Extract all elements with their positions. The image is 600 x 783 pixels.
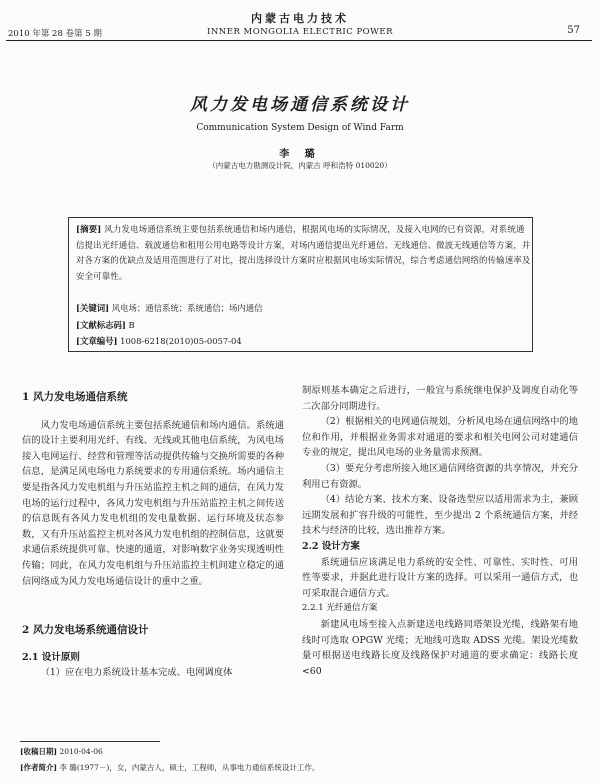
received-date: 2010-04-06 [59, 747, 103, 756]
article-no-line [76, 335, 242, 347]
section-2-1-heading: 2.1 设计原则 [22, 651, 80, 663]
journal-title-cn: 内蒙古电力技术 [251, 12, 349, 25]
abstract-text: 风力发电场通信系统主要包括系统通信和场内通信，根据风电场的实际情况，及接入电网的已有资源，对系统通信提出光纤通信、载波通信和租用公用电路等设计方案，对场内通信提出光纤通信、无线通信、微波无线通信等方案，并对各方案的优缺点及适用范围进行了对比，提出选择设计方案时应根据风电场实际情况，综合考虑通信网络的传输速率及安全可靠性。 [76, 224, 531, 281]
section-1-paragraph: 风力发电场通信系统主要包括系统通信和场内通信。系统通信的设计主要利用光纤、有线、无线或其他电信系统，为风电场接入电网运行、经营和管理等活动提供传输与交换所需要的各种信息，是满足风电场电力系统要求的专用通信系统。场内通信主要是指各风力发电机组与升压站监控主机之间的通信，在风力发电场的运行过程中，各风力发电机组与升压站监控主机之间传送的信息既有各风力发电机组的发电量数据、运行环境及状态参数，又有升压站监控主机对各风力发电机组的控制信息，这就要求通信系统提供可靠、快速的通道，对影响数字业务实现透明性传输；同此，在风力发电机组与升压站监控主机间建立稳定的通信网络成为风力发电场通信设计的重中之重。 [22, 419, 284, 587]
author-bio-label: [作者简介] [20, 763, 58, 772]
doc-code-line [76, 319, 135, 331]
journal-title-en: INNER MONGOLIA ELECTRIC POWER [207, 27, 393, 37]
section-2-2-paragraph: 系统通信应该满足电力系统的安全性、可靠性、实时性、可用性等要求，并据此进行设计方案的选择。可以采用一通信方式，也可采取混合通信方式。 [302, 556, 578, 599]
section-2-heading: 2 风力发电场系统通信设计 [22, 624, 149, 637]
section-2-2-1-heading: 2.2.1 光纤通信方案 [302, 603, 378, 614]
doc-code-label: [文献标志码] [76, 320, 126, 330]
left-column [22, 390, 284, 681]
principle-4: （4）结论方案、技术方案、设备选型应以适用需求为主，兼顾远期发展和扩容升级的可能性，至少提出 2 个系统通信方案，并经技术与经济的比较，选出推荐方案。 [302, 494, 578, 537]
keywords-line [76, 302, 262, 314]
header-rule [6, 40, 592, 41]
principle-2: （2）根据相关的电网通信规划，分析风电场在通信网络中的地位和作用，并根据业务需求对通道的要求和相关电网公司对建通信专业的规定，提出风电场的业务量需求预测。 [302, 416, 578, 459]
abstract-label: [摘要] [76, 224, 102, 234]
footnote-rule [20, 741, 160, 742]
abstract [76, 222, 531, 284]
keywords-label: [关键词] [76, 303, 110, 313]
keywords: 风电场；通信系统；系统通信；场内通信 [111, 303, 263, 313]
page-number: 57 [567, 25, 580, 36]
section-2-2-heading: 2.2 设计方案 [302, 540, 360, 552]
section-1-heading: 1 风力发电场通信系统 [22, 391, 128, 403]
doc-code: B [128, 320, 135, 330]
issue-info: 2010 年第 28 卷第 5 期 [8, 29, 102, 39]
author-affiliation: （内蒙古电力勘测设计院，内蒙古 呼和浩特 010020） [208, 161, 392, 170]
principle-3: （3）要充分考虑所接入地区通信网络资源的共享情况，并充分利用已有资源。 [302, 462, 578, 490]
article-title-cn: 风力发电场通信系统设计 [190, 95, 410, 115]
paragraph-continued: 制原则基本确定之后进行，一般宜与系统继电保护及调度自动化等二次部分同期进行。 [302, 385, 578, 412]
right-column [302, 383, 578, 679]
author-name: 李 璐 [279, 149, 321, 160]
received-label: [收稿日期] [20, 747, 58, 756]
article-no: 1008-6218(2010)05-0057-04 [120, 336, 242, 346]
author-bio-line [20, 762, 319, 773]
author-bio: 李 璐(1977－)，女，内蒙古人，硕士，工程师，从事电力通信系统设计工作。 [59, 763, 320, 772]
received-date-line [20, 746, 103, 757]
section-2-2-1-paragraph: 新建风电场至接入点新建送电线路同塔架设光缆，线路架有地线时可选取 OPGW 光缆；无地线可选取 ADSS 光缆。架设光缆数量可根据送电线路长度及线路保护对通道的要求确定：线路长度<60 [302, 618, 578, 677]
article-no-label: [文章编号] [76, 336, 118, 346]
section-2-1-paragraph: （1）应在电力系统设计基本完成、电网调度体 [40, 667, 233, 679]
article-title-en: Communication System Design of Wind Farm [196, 123, 404, 133]
